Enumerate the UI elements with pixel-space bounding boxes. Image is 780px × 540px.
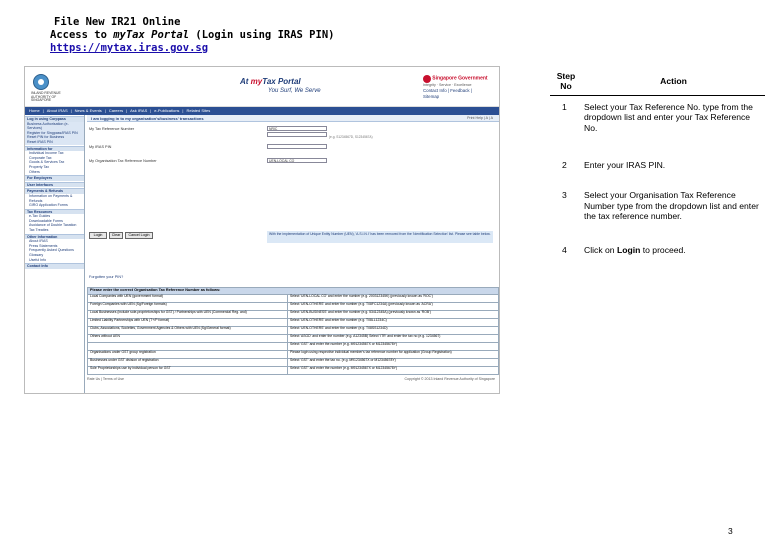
org-type-cell: Local Companies with UEN (government format) — [88, 294, 288, 302]
step-number: 1 — [562, 101, 567, 112]
print-help-links[interactable]: Print Help | A | A — [467, 116, 493, 120]
tax-ref-hint: (e.g. S1234567D, S1234567A) — [329, 135, 373, 139]
org-instruction-cell: Select 'UEN-LOCAL CO' and enter the number (e.g. 200312345K) (previously known as 'ROC') — [288, 294, 499, 302]
iras-seal-icon — [33, 74, 49, 90]
sidebar-item[interactable]: Glossary — [29, 253, 44, 258]
org-table-heading: Please enter the correct Organisation Tax Reference Number as follows: — [88, 288, 499, 295]
portal-navbar — [25, 107, 499, 115]
pin-label: My IRAS PIN — [89, 145, 112, 149]
document-header — [50, 16, 334, 55]
nav-item[interactable]: Related Sites — [186, 108, 211, 113]
forgot-pin-link[interactable]: Forgotten your PIN? — [89, 275, 124, 279]
sidebar-item[interactable]: Press Statements — [29, 243, 58, 248]
agency-name: INLAND REVENUE AUTHORITY OF SINGAPORE — [31, 91, 61, 103]
tax-ref-input[interactable] — [267, 132, 327, 137]
action-header: Action — [582, 68, 765, 95]
logo-prefix: At — [240, 77, 251, 86]
step-action: Select your Organisation Tax Reference Number type from the dropdown list and enter the tax reference number. — [584, 190, 759, 222]
org-instruction-cell: Select 'UEN-OTHERS' and enter the number (e.g. T08FC1234A) (previously known as 'ACRA') — [288, 302, 499, 310]
cancel-login-button[interactable]: Cancel Login — [125, 232, 153, 239]
step-action-prefix: Click on — [584, 245, 617, 256]
org-instruction-cell: Select 'GST' and enter the number (e.g. M91234567X or M12345678Y) — [288, 366, 499, 374]
step-number: 2 — [562, 160, 567, 171]
sidebar-item[interactable]: Corporate Tax — [29, 155, 52, 160]
nav-item[interactable]: e-Publications — [154, 108, 180, 113]
portal-footer — [87, 377, 499, 382]
nav-separator: | — [182, 108, 184, 113]
document-subtitle — [50, 29, 334, 42]
sidebar-item[interactable]: e-Tax Guides — [29, 214, 51, 219]
portal-url-link[interactable]: https://mytax.iras.gov.sg — [50, 42, 209, 54]
sidebar-item[interactable]: Avoidance of Double Taxation — [29, 223, 77, 228]
sidebar-item[interactable]: Others — [29, 169, 40, 174]
org-type-cell: Others without UEN — [88, 334, 288, 342]
logo-my: my — [250, 77, 263, 86]
sidebar-item[interactable]: Register for Singpass/IRAS PIN — [25, 131, 84, 136]
portal-main — [87, 115, 499, 393]
singapore-government-logo — [423, 75, 489, 99]
portal-sidebar — [25, 115, 85, 393]
nav-item[interactable]: Ask IRAS — [130, 108, 148, 113]
document-title: File New IR21 Online — [54, 16, 181, 28]
sidebar-item[interactable]: User Interfaces — [25, 182, 84, 188]
uen-notice: With the implementation of Unique Entity Number (UEN), 'A.S.I.N.I' has been removed from the 'Identification Selection' list. Please see table below. — [267, 231, 493, 243]
step-row — [550, 184, 765, 239]
org-instruction-cell: Select 'GST' and enter the tax no. (e.g. M91234567X or M12345678Y) — [288, 358, 499, 366]
steps-table — [550, 68, 765, 256]
sidebar-item[interactable]: Frequently Asked Questions — [29, 248, 74, 253]
step-action-suffix: to proceed. — [640, 245, 686, 256]
step-action: Select your Tax Reference No. type from the dropdown list and enter your Tax Reference No. — [584, 101, 753, 133]
org-ref-label: My Organisation Tax Reference Number — [89, 159, 157, 163]
nav-separator: | — [70, 108, 72, 113]
login-heading-text: I am logging in to my organisation's/business' transactions — [91, 116, 204, 121]
step-row — [550, 154, 765, 184]
subtitle-suffix: (Login using IRAS PIN) — [189, 29, 335, 41]
org-type-cell: Local Businesses (include sole-proprietorships for GST) / Partnerships with UEN (Commercial Reg. and) — [88, 310, 288, 318]
step-number: 3 — [562, 190, 567, 201]
org-type-cell: Limited Liability Partnerships with UEN (T+/P format) — [88, 318, 288, 326]
step-no-header: Step No — [550, 68, 582, 95]
sidebar-item[interactable]: Reset PIN for Business — [25, 135, 84, 140]
org-type-cell: Clubs, Associations, Societies, Government Agencies & Others with UEN (Sg/General format) — [88, 326, 288, 334]
sidebar-item[interactable]: Goods & Services Tax — [29, 160, 65, 165]
org-type-cell: Foreign Companies with UEN (Sg/Foreign formats) — [88, 302, 288, 310]
page-number: 3 — [728, 526, 733, 536]
org-instruction-cell: Select 'UEN-BUSINESS' and enter the number (e.g. 53412345A) (previously known as 'ROB') — [288, 310, 499, 318]
step-row — [550, 239, 765, 255]
sidebar-item[interactable]: Payments & Refunds — [25, 188, 84, 194]
sidebar-item[interactable]: Individual Income Tax — [29, 151, 64, 156]
sidebar-item[interactable]: About IRAS — [29, 239, 48, 244]
step-number: 4 — [562, 245, 567, 256]
subtitle-portal-name: myTax Portal — [113, 29, 190, 41]
org-instruction-cell: Select 'GST' and enter the number (e.g. M91234567X or M12345678Y) — [288, 342, 499, 350]
copyright: Copyright © 2013 Inland Revenue Authority of Singapore — [404, 377, 495, 381]
nav-item[interactable]: Careers — [108, 108, 124, 113]
org-ref-row — [87, 154, 499, 168]
pin-row — [87, 140, 499, 154]
portal-screenshot — [24, 66, 500, 394]
portal-tagline: You Surf, We Serve — [268, 88, 321, 94]
step-action: Enter your IRAS PIN. — [584, 160, 666, 171]
org-type-cell: Businesses under GST division of registration — [88, 358, 288, 366]
step-action-login: Login — [616, 245, 641, 256]
sidebar-item[interactable]: Reset IRAS PIN — [25, 140, 84, 145]
pin-input[interactable] — [267, 144, 327, 149]
sg-gov-name: Singapore Government — [432, 75, 488, 82]
sidebar-item[interactable]: Downloadable Forms — [29, 218, 63, 223]
nav-separator: | — [126, 108, 128, 113]
org-instruction-cell: Select 'UEN-OTHERS' and enter the number (e.g. T08LL1234C) — [288, 318, 499, 326]
sidebar-item[interactable]: Other Information — [25, 234, 84, 240]
step-action — [582, 239, 765, 255]
sidebar-item[interactable]: Contact Info — [25, 263, 84, 269]
step-row — [550, 95, 765, 154]
sidebar-item[interactable]: Useful Info — [29, 257, 47, 262]
nav-item[interactable]: News & Events — [74, 108, 102, 113]
sidebar-item[interactable]: Tax Resources — [25, 209, 84, 215]
sg-gov-links[interactable]: Contact Info | Feedback | Sitemap — [423, 88, 472, 99]
sidebar-item[interactable]: For Employers — [25, 175, 84, 181]
sidebar-item[interactable]: Information for — [25, 146, 84, 152]
tax-ref-label: My Tax Reference Number — [89, 127, 135, 131]
org-reference-table — [87, 287, 499, 375]
mytax-portal-logo — [240, 79, 301, 84]
sidebar-item[interactable]: Information on Payments & Refunds — [29, 193, 73, 203]
sg-gov-motto: Integrity · Service · Excellence — [423, 83, 472, 87]
org-table-row — [88, 366, 499, 374]
org-instruction-cell: Select 'UEN-OTHERS' and enter the number (e.g. T08SS1234D) — [288, 326, 499, 334]
org-ref-type-select[interactable]: UEN-LOCAL CO — [267, 158, 327, 163]
steps-header-row — [550, 68, 765, 95]
nav-separator: | — [104, 108, 106, 113]
lion-head-icon — [423, 75, 431, 83]
login-button[interactable]: Login — [89, 232, 107, 239]
org-type-cell: Sole Proprietorships use by individual person for GST — [88, 366, 288, 374]
sidebar-item[interactable]: Business Authorisation (e-Services) — [25, 122, 84, 131]
tax-ref-row — [87, 122, 499, 140]
portal-banner — [25, 67, 499, 107]
sidebar-item[interactable]: GIRO Application Forms — [29, 203, 68, 208]
login-heading — [87, 115, 499, 122]
org-instruction-cell: Select 'ASGD' and enter the number (e.g. A12345B) Select 'ITR' and enter the tax no (e.g. 1234567) — [288, 334, 499, 342]
clear-button[interactable]: Clear — [109, 232, 123, 239]
nav-separator: | — [150, 108, 152, 113]
tax-ref-type-select[interactable]: NRIC — [267, 126, 327, 131]
portal-body — [25, 115, 499, 393]
nav-separator: | — [42, 108, 44, 113]
org-instruction-cell: Please login using respective individual member's tax reference number for application (Group Registration) — [288, 350, 499, 358]
sidebar-item[interactable]: Property Tax — [29, 164, 50, 169]
org-type-cell: Organisations under GST group registration — [88, 350, 288, 358]
nav-item[interactable]: Home — [29, 108, 40, 113]
logo-rest: Tax Portal — [262, 77, 301, 86]
sidebar-item[interactable]: Tax Treaties — [29, 228, 49, 233]
subtitle-prefix: Access to — [50, 29, 114, 41]
nav-item[interactable]: About IRAS — [46, 108, 68, 113]
footer-links[interactable]: Rate Us | Terms of Use — [87, 377, 125, 381]
sidebar-item[interactable]: Log in using Corppass — [25, 116, 84, 122]
